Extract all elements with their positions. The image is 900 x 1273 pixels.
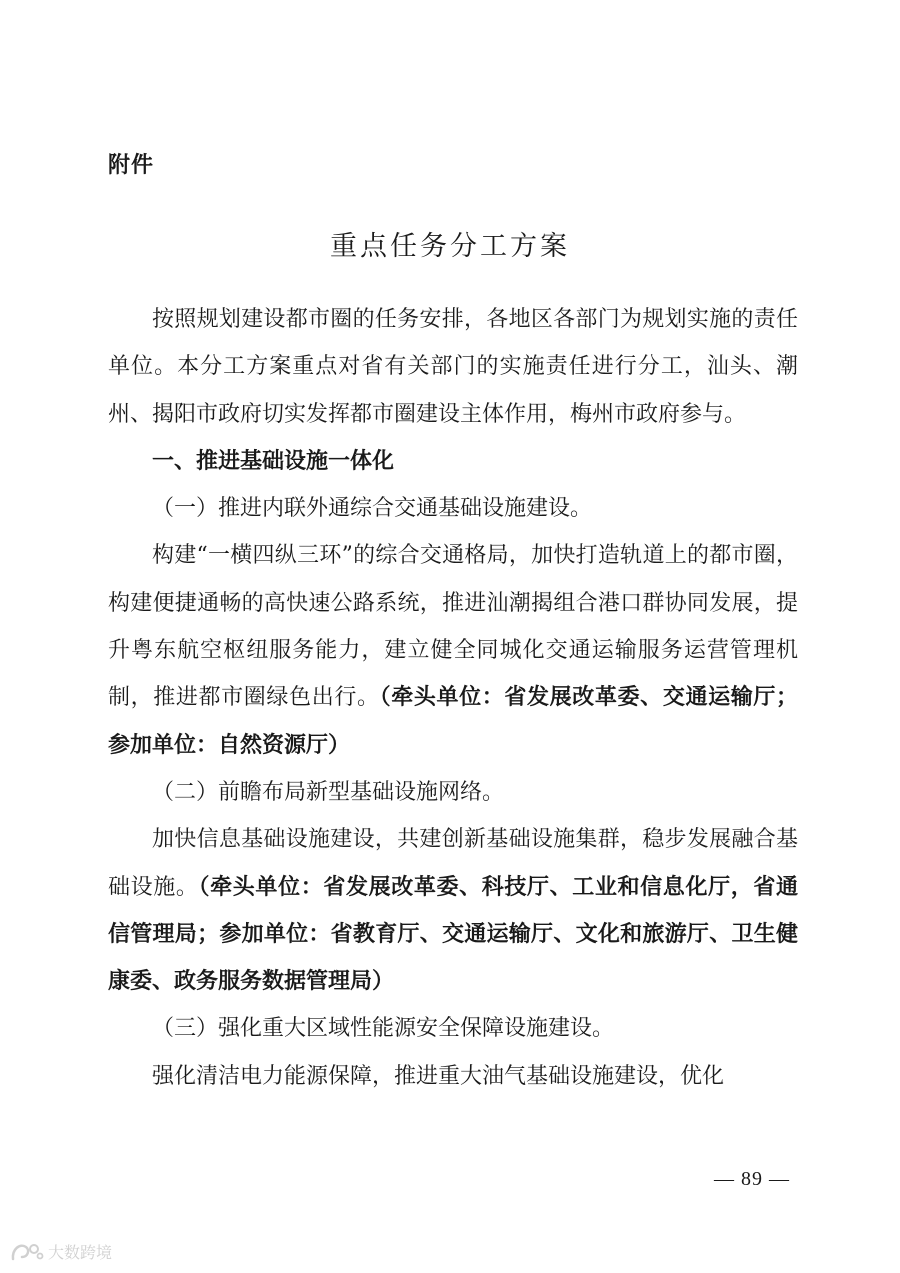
document-body: [108, 296, 798, 1100]
responsible-units-2: （牵头单位：省发展改革委、科技厅、工业和信息化厅，省通信管理局；参加单位：省教育厅、交通运输厅、文化和旅游厅、卫生健康委、政务服务数据管理局）: [108, 874, 798, 995]
responsible-units-1: （牵头单位：省发展改革委、交通运输厅；参加单位：自然资源厅）: [108, 685, 798, 758]
document-title: 重点任务分工方案: [330, 231, 570, 262]
watermark: [10, 1240, 112, 1263]
subsection-text-1: 构建“一横四纵三环”的综合交通格局，加快打造轨道上的都市圈，构建便捷通畅的高快速公路系统，推进汕潮揭组合港口群协同发展，提升粤东航空枢纽服务能力，建立健全同城化交通运输服务运营管理机制，推进都市圈绿色出行。: [108, 543, 798, 711]
subsection-paragraph-3: 强化清洁电力能源保障，推进重大油气基础设施建设，优化: [152, 1063, 725, 1089]
page-number: — 89 —: [714, 1168, 790, 1190]
attachment-label: 附件: [108, 153, 155, 178]
intro-paragraph: 按照规划建设都市圈的任务安排，各地区各部门为规划实施的责任单位。本分工方案重点对省有关部门的实施责任进行分工，汕头、潮州、揭阳市政府切实发挥都市圈建设主体作用，梅州市政府参与。: [108, 307, 798, 427]
subsection-heading-1: （一）推进内联外通综合交通基础设施建设。: [152, 496, 593, 522]
watermark-logo-icon: [10, 1241, 44, 1263]
subsection-heading-2: （二）前瞻布局新型基础设施网络。: [152, 779, 505, 805]
subsection-paragraph-2: [108, 816, 798, 1005]
section-heading-1: 一、推进基础设施一体化: [152, 448, 395, 474]
subsection-text-2: 加快信息基础设施建设，共建创新基础设施集群，稳步发展融合基础设施。: [108, 827, 798, 900]
subsection-paragraph-1: [108, 532, 798, 768]
subsection-heading-3: （三）强化重大区域性能源安全保障设施建设。: [152, 1016, 615, 1042]
watermark-text: 大数跨境: [48, 1243, 113, 1262]
